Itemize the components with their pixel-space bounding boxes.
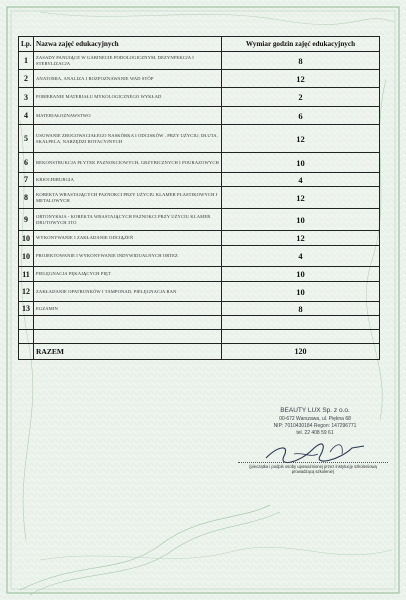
total-hours: 120	[222, 344, 380, 360]
row-number: 11	[19, 267, 34, 282]
table-row	[19, 267, 380, 282]
table-row	[19, 173, 380, 187]
course-name: ZAKŁADANIE OPATRUNKÓW I TAMPONAD, PIELĘGNACJA RAN	[34, 282, 222, 302]
row-number: 3	[19, 88, 34, 107]
table-row	[19, 282, 380, 302]
empty-cell	[19, 316, 34, 330]
row-number: 9	[19, 209, 34, 231]
education-table-container	[18, 36, 390, 360]
course-name: REKONSTRUKCJA PŁYTEK PAZNOKCIOWYCH, GRZYBICZNYCH I POURAZOWYCH	[34, 153, 222, 173]
table-row	[19, 52, 380, 70]
row-number: 1	[19, 52, 34, 70]
table-row	[19, 153, 380, 173]
empty-cell	[19, 330, 34, 344]
table-row	[19, 125, 380, 153]
row-number: 2	[19, 70, 34, 88]
total-row	[19, 344, 380, 360]
course-name: KRIOCHIRURGIA	[34, 173, 222, 187]
course-hours: 12	[222, 125, 380, 153]
row-number: 7	[19, 173, 34, 187]
course-hours: 4	[222, 173, 380, 187]
course-name: PROJEKTOWANIE I WYKONYWANIE INDYWIDUALNYCH ORTEZ	[34, 246, 222, 267]
empty-cell	[222, 330, 380, 344]
table-row	[19, 88, 380, 107]
table-row	[19, 209, 380, 231]
course-hours: 4	[222, 246, 380, 267]
course-name: EGZAMIN	[34, 302, 222, 316]
course-hours: 12	[222, 70, 380, 88]
course-name: ANATOMIA, ANALIZA I ROZPOZNAWANIE WAD STÓP	[34, 70, 222, 88]
stamp-company-name: BEAUTY LUX Sp. z o.o.	[280, 407, 350, 414]
row-number: 10	[19, 231, 34, 246]
company-stamp	[230, 407, 390, 437]
course-name: ORTONYKSJA - KOREKTA WRASTAJĄCYCH PAZNOKCI PRZY UŻYCIU KLAMER DRUTOWYCH 3TO	[34, 209, 222, 231]
header-course-name: Nazwa zajęć edukacyjnych	[34, 37, 222, 52]
signature-caption: (pieczątka i podpis osoby upoważnionej przez instytucję szkoleniową prowadzącą szkolenie)	[249, 464, 377, 475]
course-hours: 10	[222, 282, 380, 302]
course-hours: 12	[222, 187, 380, 209]
course-hours: 12	[222, 231, 380, 246]
education-hours-table	[18, 36, 380, 360]
course-name: KOREKTA WRASTAJĄCYCH PAZNOKCI PRZY UŻYCIU KLAMER PLASTIKOWYCH I METALOWYCH	[34, 187, 222, 209]
empty-row	[19, 316, 380, 330]
table-row	[19, 231, 380, 246]
header-hours: Wymiar godzin zajęć edukacyjnych	[222, 37, 380, 52]
empty-row	[19, 330, 380, 344]
row-number: 12	[19, 282, 34, 302]
stamp-phone: tel. 22 408 59 61	[296, 430, 334, 436]
row-number: 5	[19, 125, 34, 153]
course-name: WYKONYWANIE I ZAKŁADANIE ODCIĄŻEŃ	[34, 231, 222, 246]
course-hours: 8	[222, 302, 380, 316]
course-name: ZASADY PANUJĄCE W GABINECIE PODOLOGICZNYM, DEZYNFEKCJA I STERYLIZACJA	[34, 52, 222, 70]
stamp-tax-ids: NIP: 7010430184 Regon: 147296771	[273, 423, 357, 429]
course-hours: 10	[222, 267, 380, 282]
course-name: MATERIAŁOZNAWSTWO	[34, 107, 222, 125]
course-hours: 2	[222, 88, 380, 107]
table-row	[19, 302, 380, 316]
row-number: 6	[19, 153, 34, 173]
course-hours: 6	[222, 107, 380, 125]
table-row	[19, 246, 380, 267]
course-name: POBIERANIE MATERIAŁU MYKOLOGICZNEGO WYKŁAD	[34, 88, 222, 107]
course-name: PIELĘGNACJA PĘKAJĄCYCH PIĘT	[34, 267, 222, 282]
stamp-address: 00-672 Warszawa, ul. Piękna 68	[279, 416, 351, 422]
empty-cell	[19, 344, 34, 360]
table-row	[19, 107, 380, 125]
course-hours: 10	[222, 209, 380, 231]
row-number: 13	[19, 302, 34, 316]
header-lp: Lp.	[19, 37, 34, 52]
signature-line	[238, 462, 388, 463]
table-header-row	[19, 37, 380, 52]
course-name: USUWANIE ZROGOWACIAŁEGO NASKÓRKA I ODCISKÓW , PRZY UŻYCIU; DŁUTA, SKALPELA, NARZĘDZI ROTACYJNYCH	[34, 125, 222, 153]
row-number: 8	[19, 187, 34, 209]
table-row	[19, 70, 380, 88]
empty-cell	[34, 330, 222, 344]
table-row	[19, 187, 380, 209]
course-hours: 10	[222, 153, 380, 173]
row-number: 4	[19, 107, 34, 125]
empty-cell	[222, 316, 380, 330]
empty-cell	[34, 316, 222, 330]
row-number: 10	[19, 246, 34, 267]
total-label: RAZEM	[34, 344, 222, 360]
course-hours: 8	[222, 52, 380, 70]
